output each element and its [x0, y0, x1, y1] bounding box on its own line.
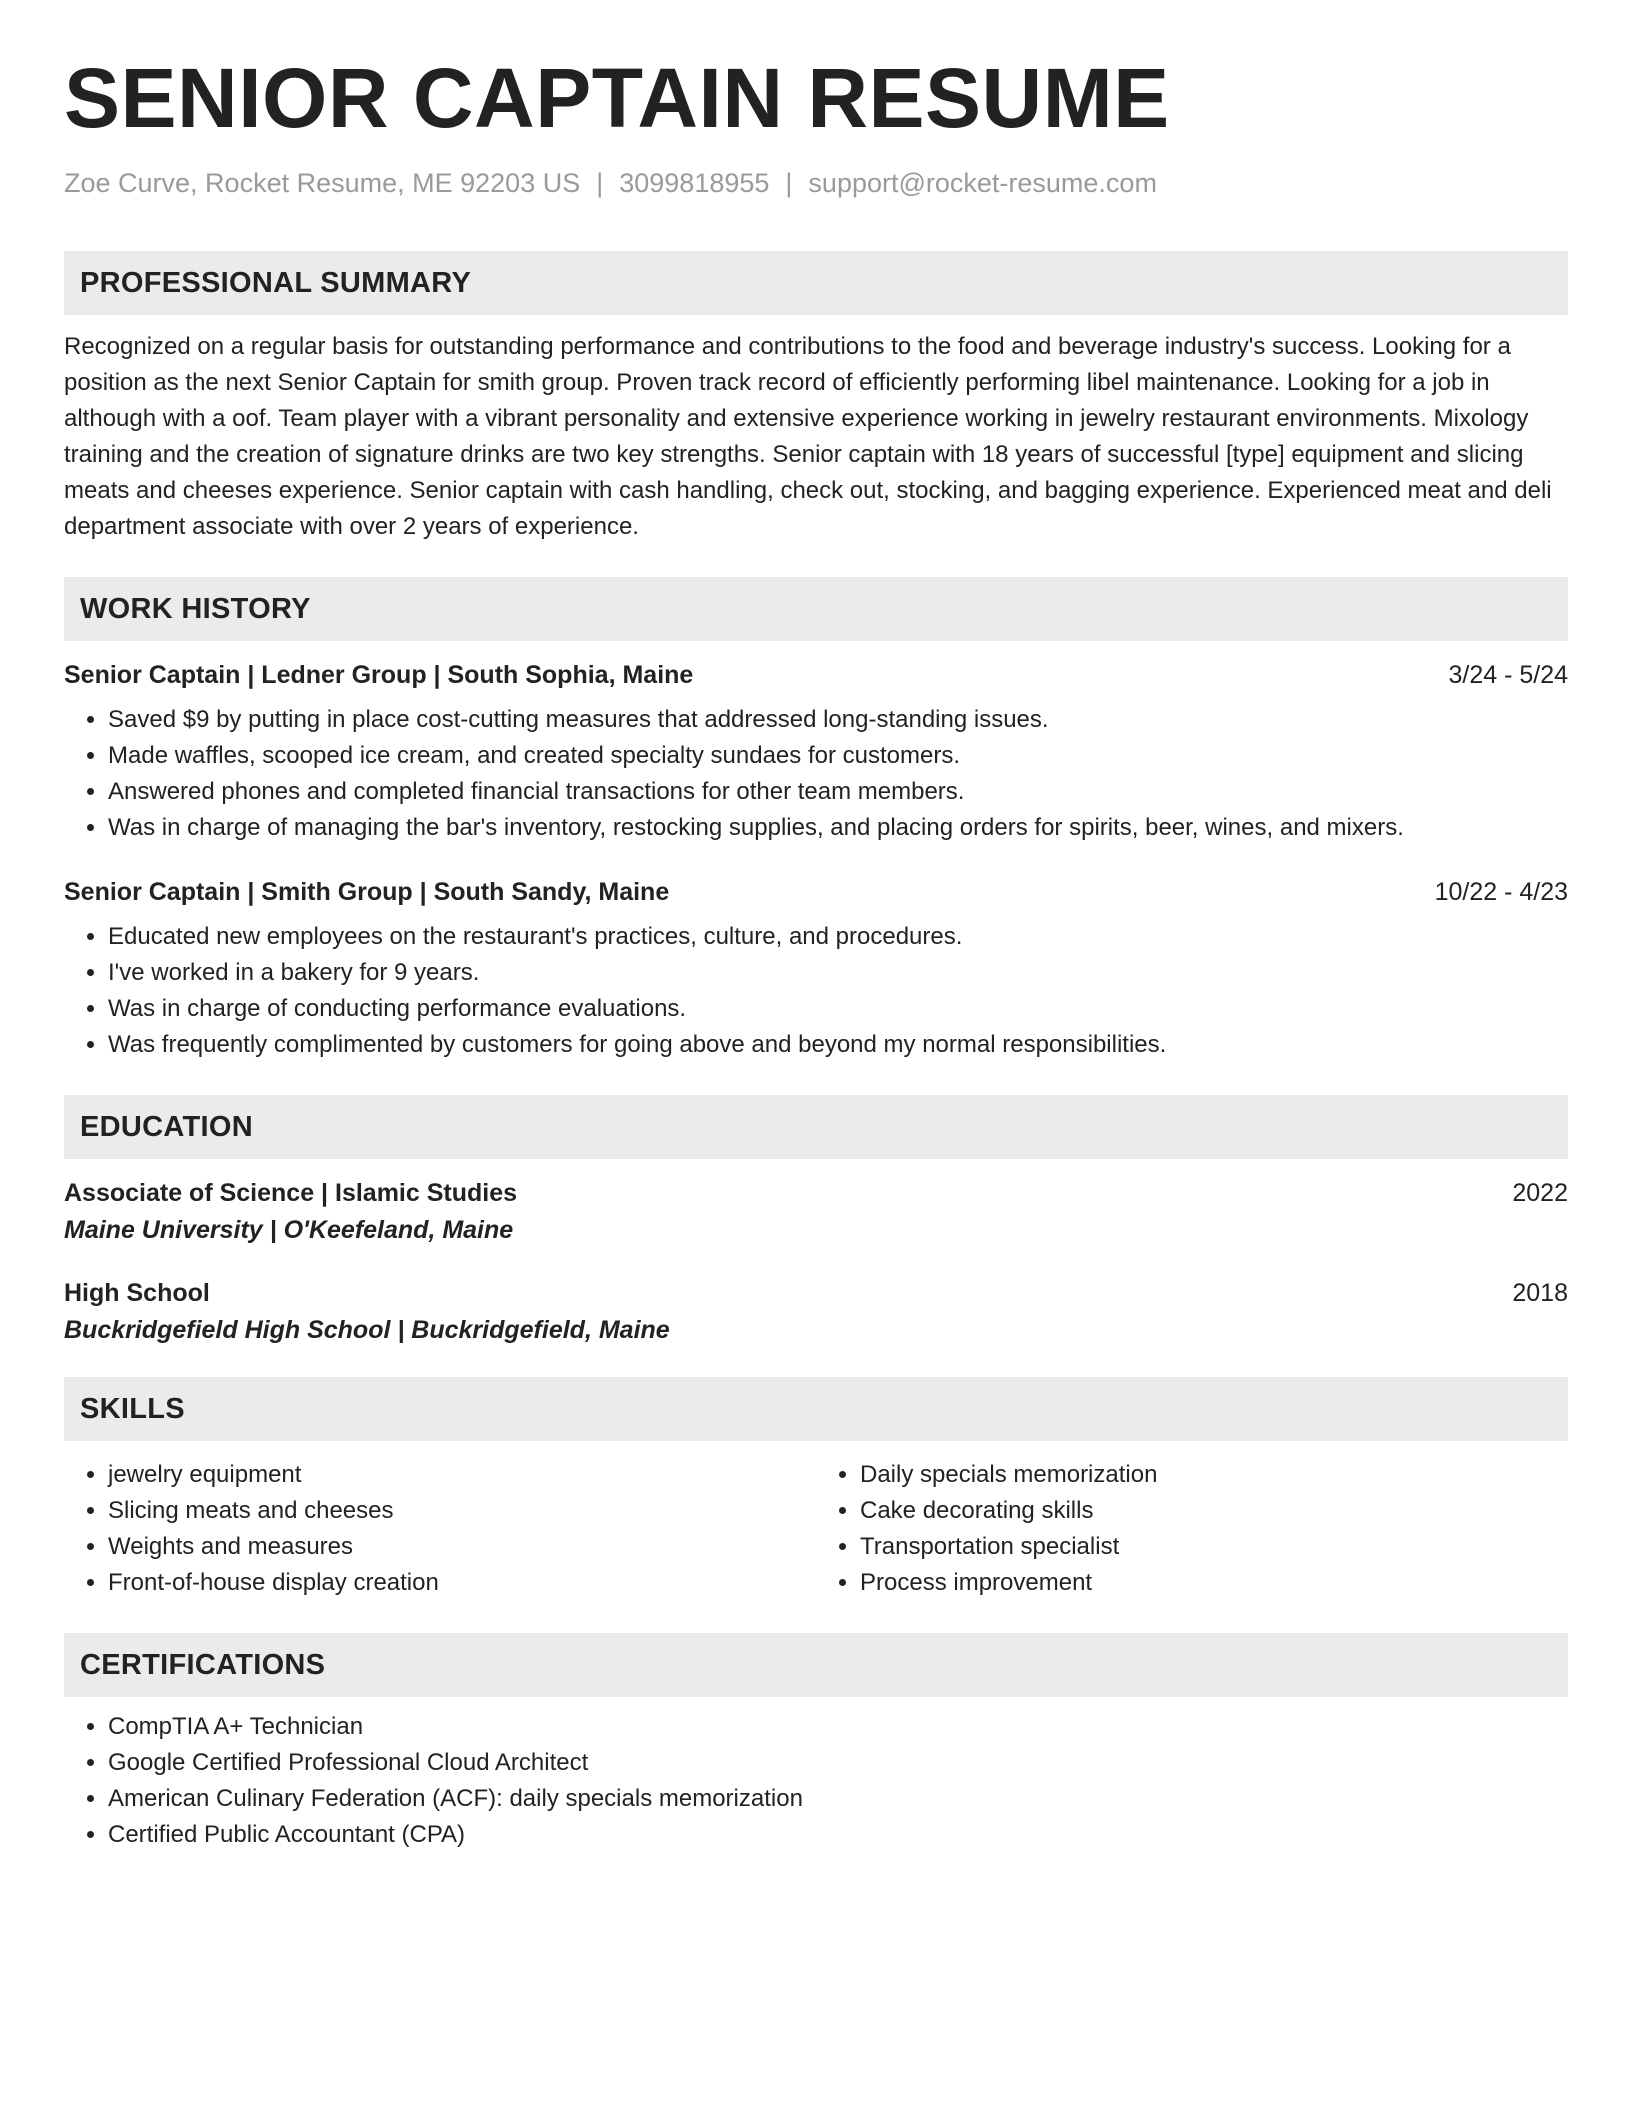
education-year: 2018	[1512, 1279, 1568, 1307]
education-header	[64, 1179, 1568, 1208]
contact-line	[64, 168, 1568, 199]
job-header	[64, 878, 1568, 907]
certification-item: • CompTIA A+ Technician	[108, 1709, 1568, 1745]
skill-item: • Cake decorating skills	[860, 1493, 1568, 1529]
skill-item: • Weights and measures	[108, 1529, 816, 1565]
page-title: SENIOR CAPTAIN RESUME	[64, 51, 1170, 145]
education-entry	[64, 1279, 1568, 1345]
contact-email[interactable]: support@rocket-resume.com	[808, 168, 1157, 198]
education-school: Buckridgefield High School | Buckridgefield, Maine	[64, 1316, 670, 1344]
certification-item: • American Culinary Federation (ACF): daily specials memorization	[108, 1781, 1568, 1817]
job-bullet: • Was in charge of managing the bar's inventory, restocking supplies, and placing orders for spirits, beer, wines, and mixers.	[108, 810, 1568, 846]
job-title: Senior Captain | Ledner Group | South Sophia, Maine	[64, 661, 694, 689]
job-bullet: • Was frequently complimented by customers for going above and beyond my normal responsibilities.	[108, 1027, 1568, 1063]
job-header	[64, 661, 1568, 690]
education-degree: Associate of Science | Islamic Studies	[64, 1179, 518, 1207]
job-entry	[64, 878, 1568, 1063]
education-degree: High School	[64, 1279, 210, 1307]
job-dates: 10/22 - 4/23	[1434, 878, 1568, 906]
contact-phone: 3099818955	[619, 168, 770, 198]
skills-grid	[64, 1457, 1568, 1601]
section-heading-certifications: CERTIFICATIONS	[64, 1633, 1568, 1697]
skill-item: • jewelry equipment	[108, 1457, 816, 1493]
job-bullets	[64, 919, 1568, 1063]
job-bullet: • Saved $9 by putting in place cost-cutting measures that addressed long-standing issues.	[108, 702, 1568, 738]
job-bullet: • I've worked in a bakery for 9 years.	[108, 955, 1568, 991]
summary-paragraph: Recognized on a regular basis for outstanding performance and contributions to the food and beverage industry's success. Looking for a position as the next Senior Captain for smith group. Proven track record of efficiently performing libel maintenance. Looking for a job in although with a oof. Team player with a vibrant personality and extensive experience working in jewelry restaurant environments. Mixology training and the creation of signature drinks are two key strengths. Senior captain with 18 years of successful [type] equipment and slicing meats and cheeses experience. Senior captain with cash handling, check out, stocking, and bagging experience. Experienced meat and deli department associate with over 2 years of experience.	[64, 333, 1552, 540]
skill-item: • Transportation specialist	[860, 1529, 1568, 1565]
education-entry	[64, 1179, 1568, 1245]
education-year: 2022	[1512, 1179, 1568, 1207]
certification-list	[64, 1709, 1568, 1853]
job-title: Senior Captain | Smith Group | South Sandy, Maine	[64, 878, 670, 906]
certification-item: • Google Certified Professional Cloud Architect	[108, 1745, 1568, 1781]
job-bullets	[64, 702, 1568, 846]
job-bullet: • Made waffles, scooped ice cream, and created specialty sundaes for customers.	[108, 738, 1568, 774]
section-heading-education: EDUCATION	[64, 1095, 1568, 1159]
contact-separator: |	[596, 168, 604, 198]
skills-column-left	[64, 1457, 816, 1601]
job-bullet: • Answered phones and completed financial transactions for other team members.	[108, 774, 1568, 810]
education-school: Maine University | O'Keefeland, Maine	[64, 1216, 514, 1244]
section-heading-work-history: WORK HISTORY	[64, 577, 1568, 641]
education-header	[64, 1279, 1568, 1308]
job-dates: 3/24 - 5/24	[1448, 661, 1568, 689]
skill-item: • Front-of-house display creation	[108, 1565, 816, 1601]
skill-item: • Process improvement	[860, 1565, 1568, 1601]
skill-item: • Daily specials memorization	[860, 1457, 1568, 1493]
contact-address: Zoe Curve, Rocket Resume, ME 92203 US	[64, 168, 581, 198]
job-bullet: • Educated new employees on the restaurant's practices, culture, and procedures.	[108, 919, 1568, 955]
section-heading-skills: SKILLS	[64, 1377, 1568, 1441]
section-heading-summary: PROFESSIONAL SUMMARY	[64, 251, 1568, 315]
contact-separator: |	[785, 168, 793, 198]
certification-item: • Certified Public Accountant (CPA)	[108, 1817, 1568, 1853]
skills-column-right	[816, 1457, 1568, 1601]
skill-item: • Slicing meats and cheeses	[108, 1493, 816, 1529]
job-bullet: • Was in charge of conducting performance evaluations.	[108, 991, 1568, 1027]
job-entry	[64, 661, 1568, 846]
